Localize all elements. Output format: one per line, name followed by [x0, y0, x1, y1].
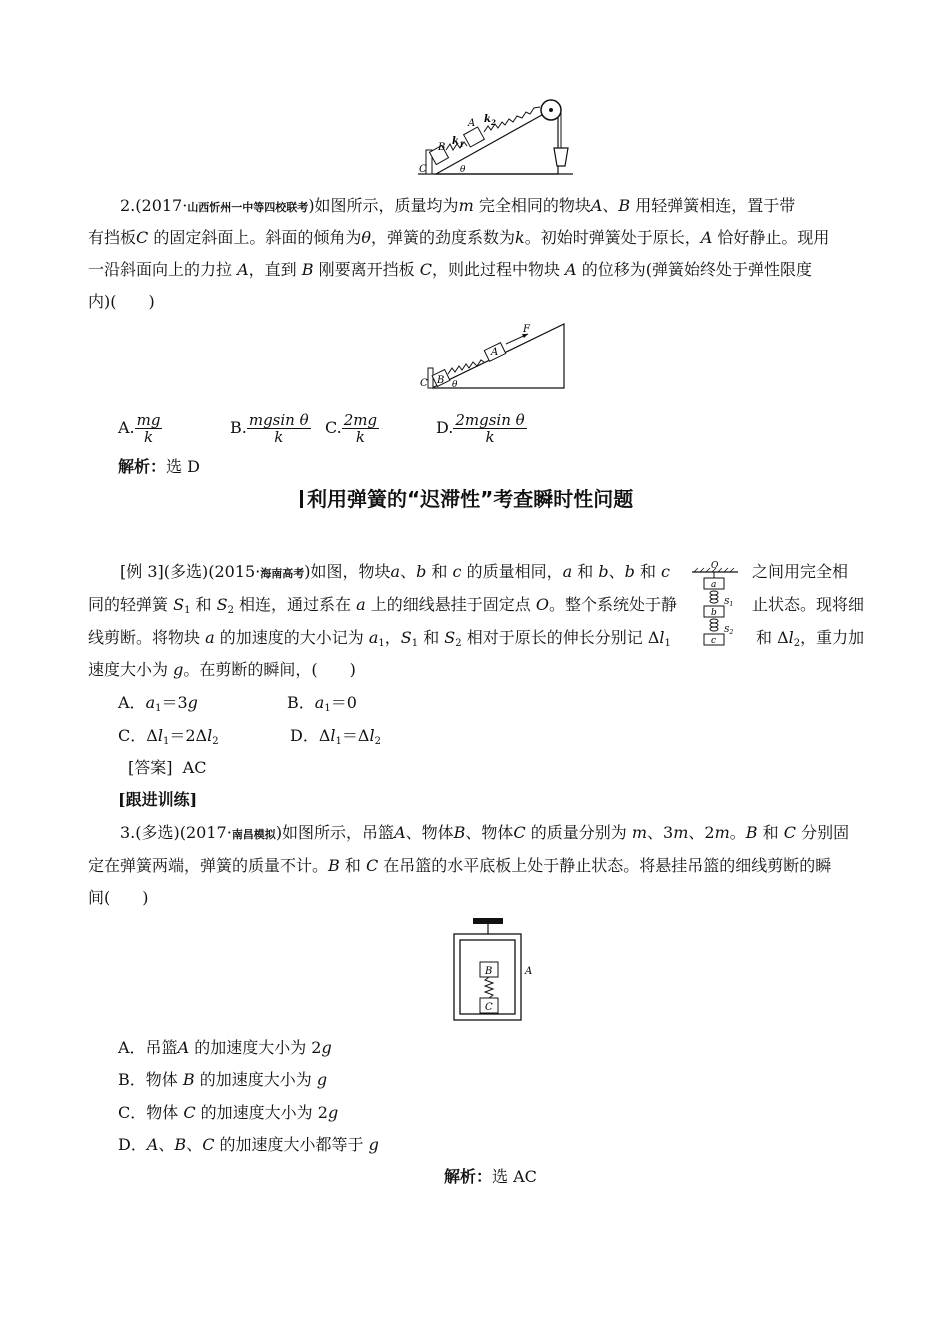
ex3-option-c[interactable]: C．$\Delta l_1=2\Delta l_2$ — [118, 726, 219, 747]
fig3-label-c: c — [711, 636, 717, 646]
ex3-option-d[interactable]: D．$\Delta l_1=\Delta l_2$ — [290, 726, 381, 747]
fig1-label-a: A — [468, 118, 476, 129]
ex3-line-2: 同的轻弹簧 $S_1$ 和 $S_2$ 相连，通过系在 a 上的细线悬挂于固定点 O。整个系统处于静 — [88, 595, 678, 616]
fig4-label-b: B — [485, 966, 493, 977]
q2-line-3: 一沿斜面向上的力拉 A，直到 B 刚要离开挡板 C，则此过程中物块 A 的位移为(弹簧始终处于弹性限度 — [88, 260, 812, 279]
fig2-label-b: B — [437, 375, 445, 386]
ex3-option-a[interactable]: A．$a_1=3g$ — [118, 693, 198, 714]
fig1-label-b: B — [438, 142, 446, 153]
fig1-label-k2: $k_2$ — [484, 114, 496, 127]
q3-analysis: 解析：选 AC — [444, 1167, 537, 1186]
ex3-answer: [答案] AC — [128, 758, 207, 777]
ex3-line-3: 线剪断。将物块 a 的加速度的大小记为 $a_1$，$S_1$ 和 $S_2$ 相对于原长的伸长分别记 $\Delta l_1$ — [88, 628, 671, 649]
fig4-label-c: C — [485, 1002, 493, 1013]
fig4-label-a: A — [525, 966, 533, 977]
fig3-label-b: b — [711, 608, 717, 618]
ex3-option-b[interactable]: B．$a_1=0$ — [287, 693, 357, 714]
fig2-label-a: A — [491, 347, 499, 358]
fig2-label-c: C — [420, 378, 428, 389]
q3-option-a[interactable]: A．吊篮A 的加速度大小为 2g — [118, 1038, 332, 1057]
q2-line-2: 有挡板C 的固定斜面上。斜面的倾角为θ，弹簧的劲度系数为k。初始时弹簧处于原长，A 恰好静止。现用 — [88, 228, 830, 247]
q3-option-b[interactable]: B．物体 B 的加速度大小为 g — [118, 1070, 328, 1089]
section-title: 利用弹簧的“迟滞性”考查瞬时性问题 — [300, 486, 633, 512]
fig3-label-s1: $S_1$ — [724, 597, 734, 608]
figure-incline-pulley — [418, 92, 578, 184]
fig3-label-s2: $S_2$ — [724, 625, 734, 636]
fig2-label-theta: θ — [452, 380, 458, 390]
figure-hanging-blocks — [690, 560, 742, 666]
fig1-label-theta: θ — [460, 165, 466, 175]
fig3-label-o: O — [711, 561, 719, 571]
q2-option-d[interactable]: D. $\frac{\text{2mgsin θ}}{k}$ — [436, 411, 525, 446]
q2-line-1: 2.(2017·山西忻州一中等四校联考)如图所示，质量均为m 完全相同的物块A、B 用轻弹簧相连，置于带 — [120, 196, 796, 215]
ex3-line-1: [例 3](多选)(2015·海南高考)如图，物块a、b 和 c 的质量相同，a 和 b、b 和 c — [120, 562, 671, 581]
section-title-bar — [300, 490, 303, 508]
fig1-label-c: C — [419, 164, 427, 175]
q2-line-4: 内)( ) — [88, 292, 155, 311]
ex3-line-4: 速度大小为 g。在剪断的瞬间，( ) — [88, 660, 356, 679]
ex3-line-3-tail: 和 $\Delta l_2$，重力加 — [756, 628, 865, 649]
q3-line-2: 定在弹簧两端，弹簧的质量不计。B 和 C 在吊篮的水平底板上处于静止状态。将悬挂吊篮的细线剪断的瞬 — [88, 856, 832, 875]
figure-incline-force — [420, 320, 570, 392]
ex3-line-2-tail: 止状态。现将细 — [752, 595, 865, 614]
q2-analysis: 解析：选 D — [118, 457, 200, 476]
q3-option-c[interactable]: C．物体 C 的加速度大小为 2g — [118, 1103, 339, 1122]
q3-option-d[interactable]: D．A、B、C 的加速度大小都等于 g — [118, 1135, 379, 1154]
fig2-label-f: F — [523, 324, 530, 335]
follow-up-heading: [跟进训练] — [118, 790, 198, 809]
fig1-label-k1: $k_1$ — [452, 136, 464, 149]
q3-line-3: 间( ) — [88, 888, 149, 907]
q3-line-1: 3.(多选)(2017·南昌模拟)如图所示，吊篮A、物体B、物体C 的质量分别为 m、3m、2m。B 和 C 分别固 — [120, 823, 850, 842]
q2-option-b[interactable]: B. $\frac{\text{mgsin θ}}{k}$ — [230, 411, 309, 446]
q2-option-a[interactable]: A. $\frac{mg}{k}$ — [118, 411, 161, 446]
q2-option-c[interactable]: C. $\frac{2mg}{k}$ — [325, 411, 378, 446]
figure-hanging-basket — [452, 916, 542, 1024]
fig3-label-a: a — [711, 580, 717, 590]
ex3-line-1-tail: 之间用完全相 — [752, 562, 849, 581]
